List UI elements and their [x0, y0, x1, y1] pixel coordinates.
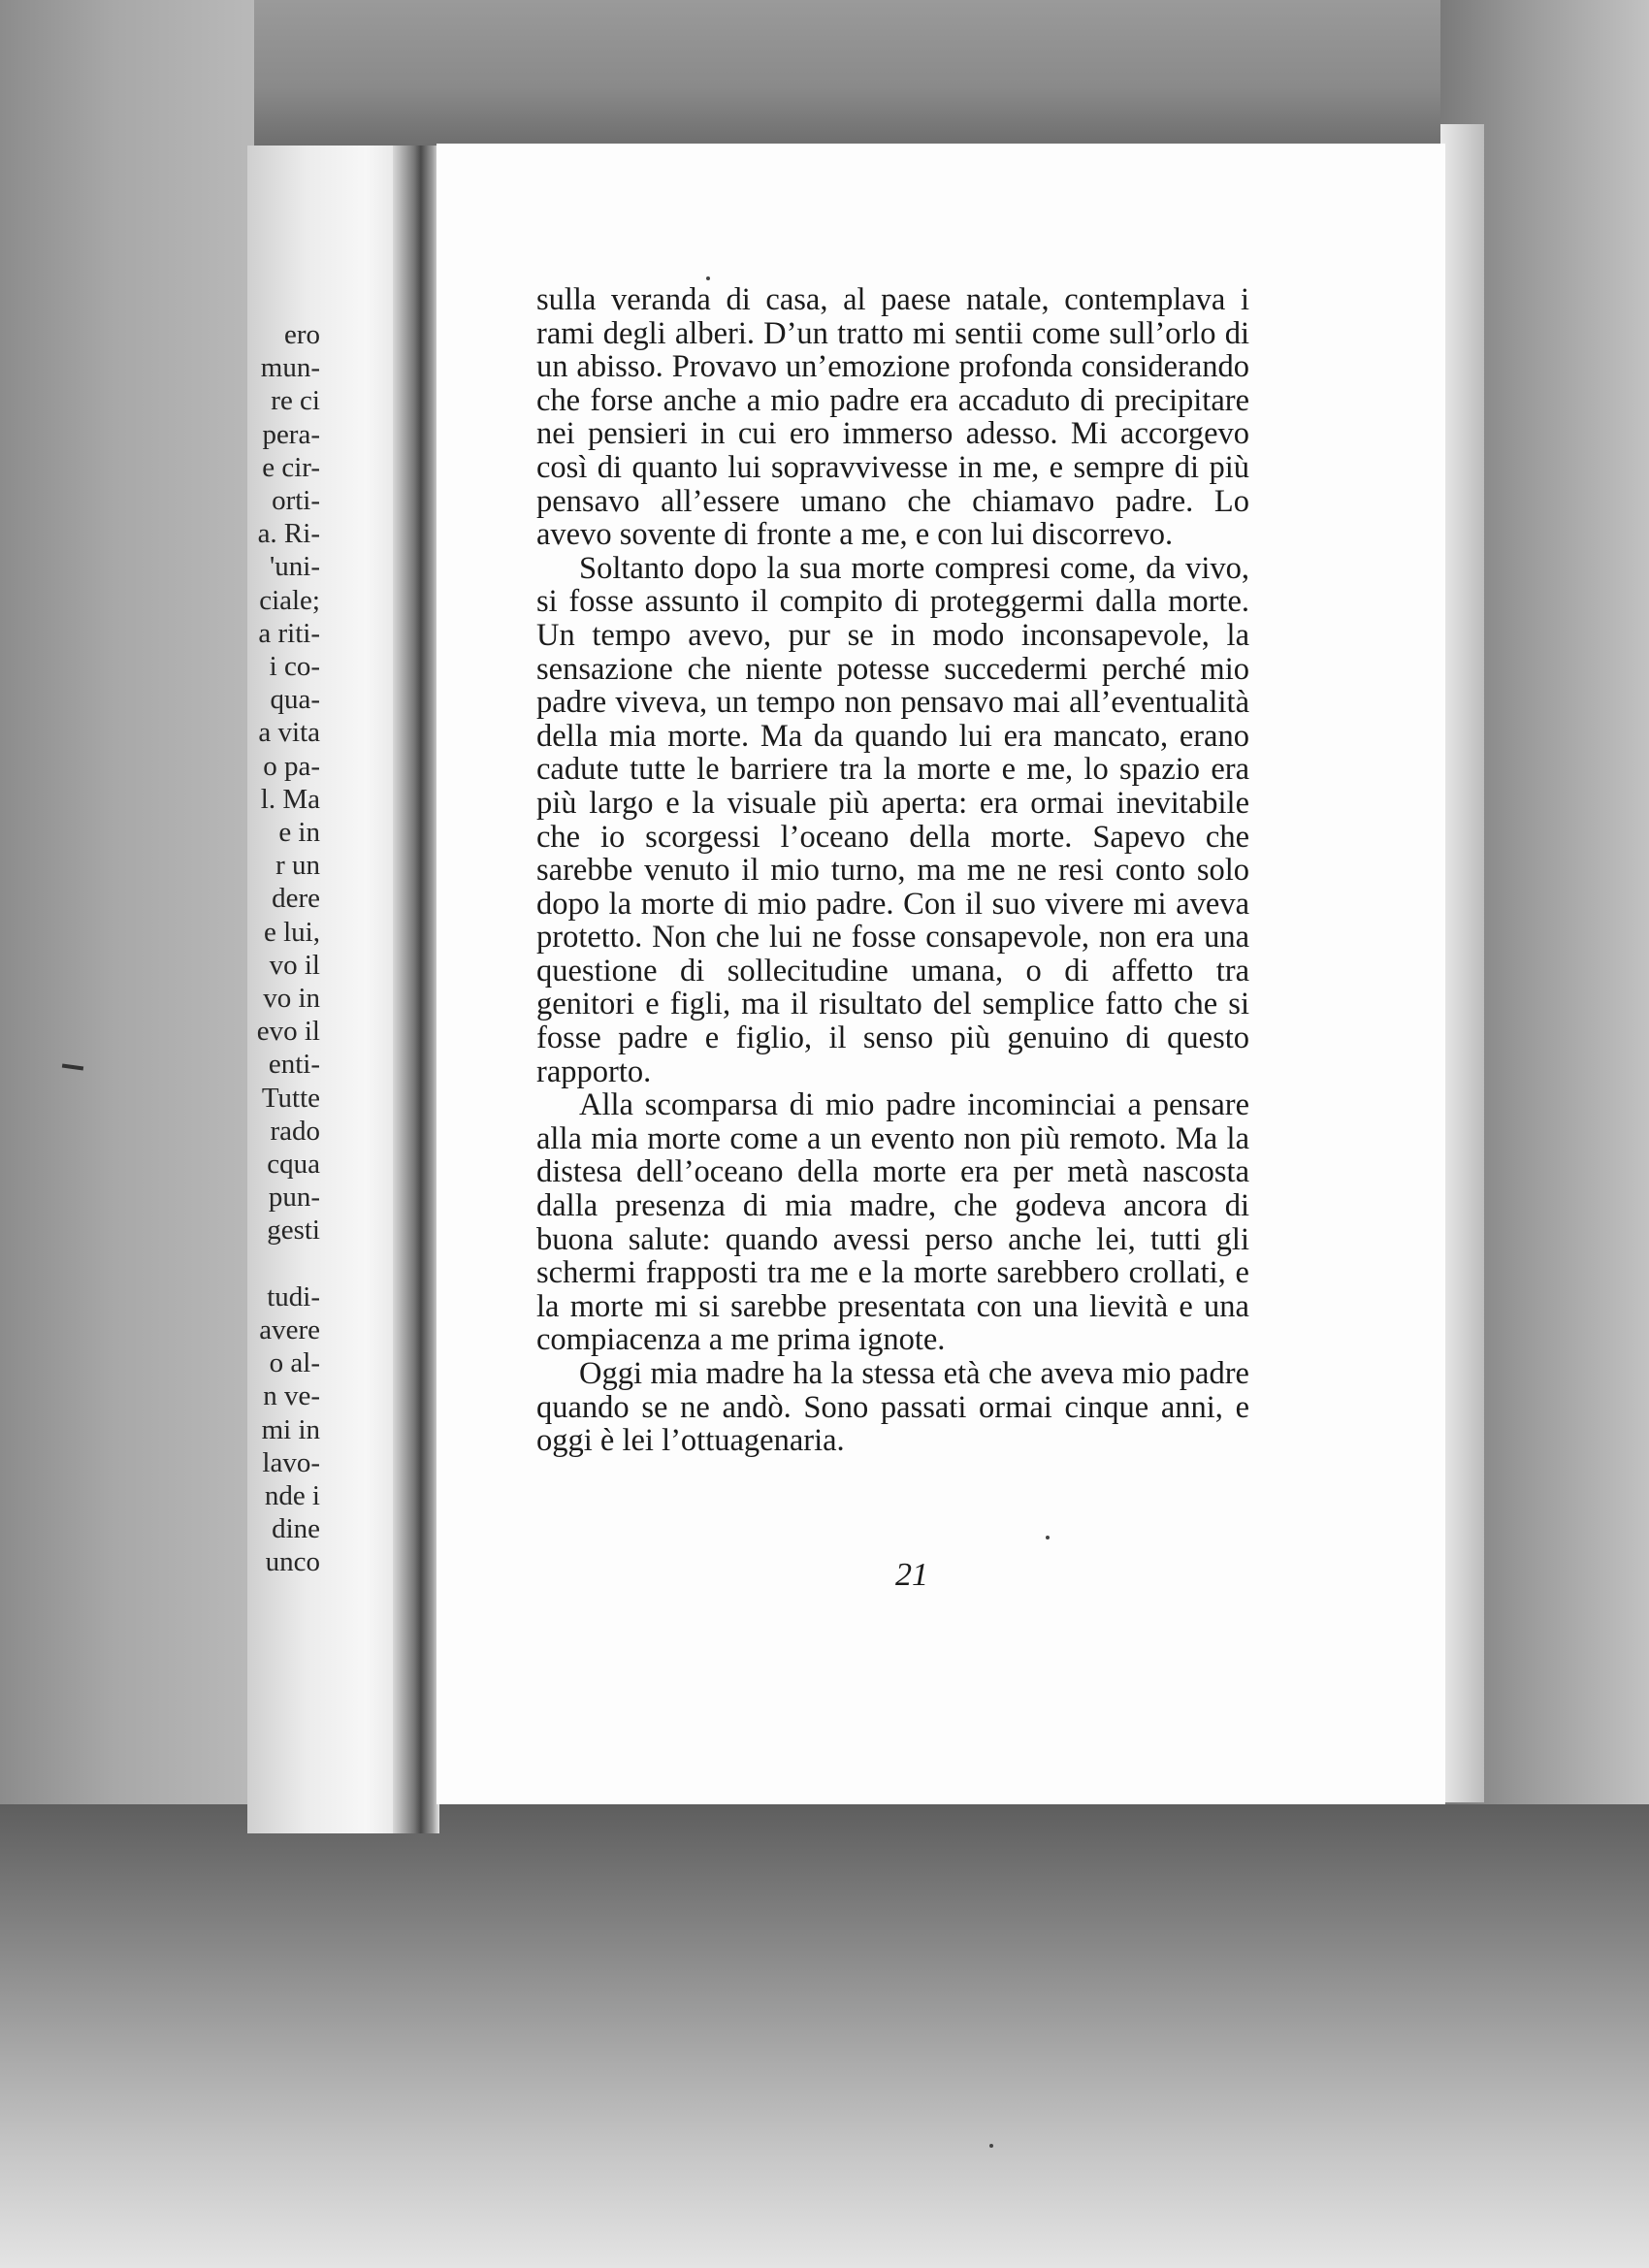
scan-speck	[706, 276, 710, 280]
facing-page-fragment: o al-	[269, 1347, 320, 1379]
facing-page-fragment: dere	[272, 883, 320, 915]
paragraph: Soltanto dopo la sua morte compresi come, da vivo, si fosse assunto il compito di proteggermi dalla morte. Un tempo avevo, pur se in modo inconsapevole, la sensazione che niente potesse succedermi perché mio padre viveva, un tempo non pensavo mai all’eventualità della mia morte. Ma da quando lui era mancato, erano cadute tutte le barriere tra la morte e me, lo spazio era più largo e la visuale più aperta: era ormai inevitabile che io scorgessi l’oceano della morte. Sapevo che sarebbe venuto il mio turno, ma me ne resi conto solo dopo la morte di mio padre. Con il suo vivere mi aveva protetto. Non che lui ne fosse consapevole, non era una questione di sollecitudine umana, o di affetto tra genitori e figli, ma il risultato del semplice fatto che si fosse padre e figlio, il senso più genuino di questo rapporto.	[536, 550, 1249, 1089]
facing-page-strip	[247, 146, 417, 1833]
facing-page-fragment: enti-	[268, 1049, 320, 1081]
facing-page-fragment: tudi-	[267, 1280, 320, 1312]
facing-page-fragment: 'uni-	[270, 551, 320, 583]
book-gutter	[393, 146, 439, 1833]
facing-page-fragment: orti-	[272, 485, 320, 516]
facing-page-fragment: pun-	[268, 1182, 320, 1214]
facing-page-fragment: vo il	[269, 949, 320, 981]
scanner-shadow-bottom	[0, 1804, 1649, 2268]
facing-page-fragment: evo il	[256, 1016, 320, 1048]
facing-page-fragment	[247, 1247, 320, 1280]
facing-page-fragment: cqua	[267, 1149, 320, 1180]
facing-page-fragment: o pa-	[263, 750, 320, 782]
facing-page-fragment: e lui,	[264, 916, 320, 948]
facing-page-fragment: a. Ri-	[257, 518, 320, 550]
facing-page-fragment: i co-	[269, 651, 320, 682]
scan-speck	[1046, 1536, 1050, 1539]
paragraph: Oggi mia madre ha la stessa età che aveva mio padre quando se ne andò. Sono passati ormai cinque anni, e oggi è lei l’ottuagenaria.	[536, 1356, 1249, 1459]
page-number: 21	[895, 1557, 928, 1593]
paragraph: sulla veranda di casa, al paese natale, contemplava i rami degli alberi. D’un tratto mi sentii come sull’orlo di un abisso. Provavo un’emozione profonda considerando che forse anche a mio padre era accaduto di precipitare nei pensieri in cui ero immerso adesso. Mi accorgevo così di quanto lui sopravvivesse in me, e sempre di più pensavo all’essere umano che chiamavo padre. Lo avevo sovente di fronte a me, e con lui discorrevo.	[536, 282, 1249, 553]
facing-page-fragment: e in	[278, 817, 320, 848]
facing-page-fragment: qua-	[270, 684, 320, 716]
facing-page-fragment: mi in	[261, 1413, 320, 1445]
facing-page-fragment: e cir-	[262, 451, 320, 483]
facing-page-fragment: nde i	[264, 1480, 320, 1511]
facing-page-fragment: l. Ma	[260, 783, 320, 815]
page-stack-edge	[1440, 124, 1484, 1802]
facing-page-fragment: vo in	[263, 983, 320, 1014]
facing-page-fragment: rado	[270, 1115, 320, 1147]
facing-page-fragment: Tutte	[261, 1082, 320, 1114]
paragraph: Alla scomparsa di mio padre incominciai a pensare alla mia morte come a un evento non più remoto. Ma la distesa dell’oceano della morte era per metà nascosta dalla presenza di mia madre, che godeva ancora di buona salute: quando avessi perso anche lei, tutti gli schermi frapposti tra me e la morte sarebbero crollati, e la morte mi si sarebbe presentata con una lievità e una compiacenza a me prima ignote.	[536, 1087, 1249, 1358]
facing-page-fragment: mun-	[260, 352, 320, 384]
facing-page-fragment: avere	[259, 1314, 320, 1345]
scan-speck	[989, 2144, 993, 2148]
facing-page-fragment: ciale;	[259, 584, 320, 616]
facing-page-fragment: pera-	[262, 418, 320, 450]
facing-page-fragment: re ci	[271, 385, 320, 417]
page-body-text	[536, 283, 1249, 1458]
facing-page-fragment: lavo-	[262, 1446, 320, 1478]
facing-page-fragment: unco	[265, 1546, 320, 1578]
facing-page-fragment: a riti-	[258, 617, 320, 649]
facing-page-fragment: r un	[275, 850, 320, 882]
facing-page-fragment: gesti	[267, 1215, 320, 1247]
facing-page-fragment: a vita	[258, 717, 320, 749]
facing-page-fragment: ero	[283, 319, 320, 350]
facing-page-fragment: n ve-	[263, 1380, 320, 1412]
facing-page-fragment: dine	[272, 1513, 320, 1545]
